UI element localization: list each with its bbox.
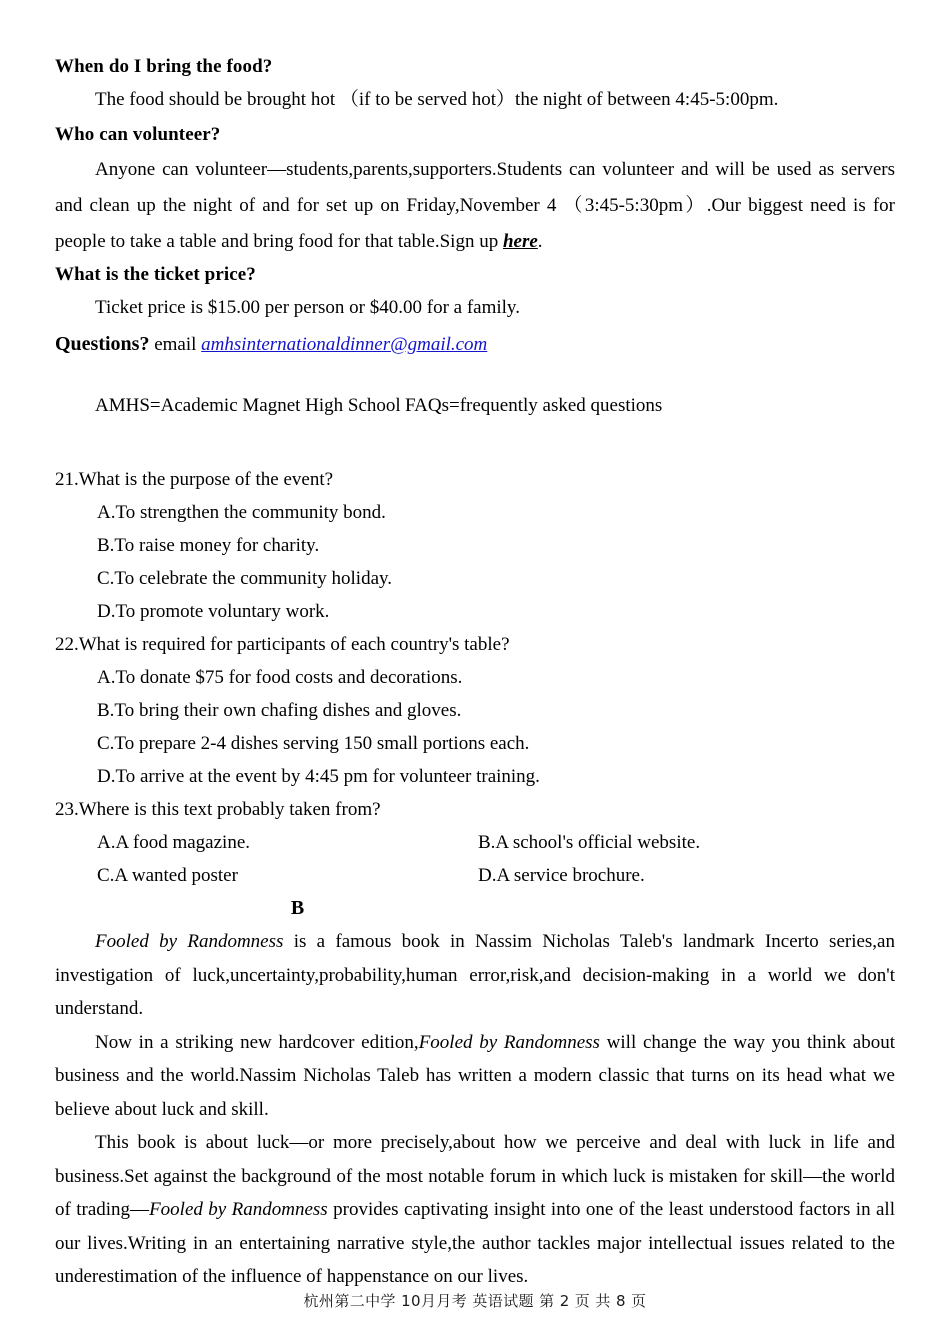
faq-answer-who-can-volunteer xyxy=(55,152,895,260)
passage-paragraph-2 xyxy=(55,1026,895,1127)
faq-heading-who-can-volunteer: Who can volunteer? xyxy=(55,124,221,145)
question-22-option-d[interactable]: D.To arrive at the event by 4:45 pm for volunteer training. xyxy=(97,766,540,787)
book-title-italic-1: Fooled by Randomness xyxy=(95,931,284,952)
faq-heading-ticket-price: What is the ticket price? xyxy=(55,264,256,285)
question-22-option-a[interactable]: A.To donate $75 for food costs and decorations. xyxy=(97,667,463,688)
abbreviation-note xyxy=(55,391,895,421)
faq-answer-when-bring-food: The food should be brought hot （if to be served hot）the night of between 4:45-5:00pm. xyxy=(95,89,779,110)
question-21-stem: 21.What is the purpose of the event? xyxy=(55,469,334,490)
question-23 xyxy=(55,793,895,892)
question-21 xyxy=(55,463,895,628)
question-21-option-d[interactable]: D.To promote voluntary work. xyxy=(97,601,330,622)
question-23-option-a[interactable]: A.A food magazine. xyxy=(97,832,251,853)
faq-answer-ticket-price: Ticket price is $15.00 per person or $40.00 for a family. xyxy=(95,297,520,318)
question-22-stem: 22.What is required for participants of each country's table? xyxy=(55,634,510,655)
question-23-options-row-1 xyxy=(55,826,895,859)
question-23-options-row-2 xyxy=(55,859,895,892)
book-title-italic-2: Fooled by Randomness xyxy=(418,1031,600,1053)
passage-p2-lead: Now in a striking new hardcover edition, xyxy=(95,1031,419,1053)
question-23-option-d[interactable]: D.A service brochure. xyxy=(478,865,645,886)
question-21-option-a[interactable]: A.To strengthen the community bond. xyxy=(97,502,386,523)
question-21-option-b[interactable]: B.To raise money for charity. xyxy=(97,535,320,556)
questions-label: Questions? xyxy=(55,333,150,355)
question-list xyxy=(55,463,895,892)
section-letter-b: B xyxy=(290,897,305,919)
passage-p3-lead: This book is about luck—or more precisely,about how we perceive and deal with luck in life and business.Set against the background of the most notable forum in which luck is mistaken for skill—the world of trading— xyxy=(55,1132,895,1220)
book-title-italic-3: Fooled by Randomness xyxy=(149,1199,328,1220)
question-22-option-c[interactable]: C.To prepare 2-4 dishes serving 150 small portions each. xyxy=(97,733,530,754)
passage-p1-text: is a famous book in Nassim Nicholas Taleb's landmark Incerto series,an investigation of luck,uncertainty,probability,human error,risk,and decision-making in a world we don't understand. xyxy=(55,931,895,1019)
sign-up-here-link[interactable]: here xyxy=(502,231,538,252)
questions-contact-line xyxy=(55,328,895,361)
question-23-option-c[interactable]: C.A wanted poster xyxy=(97,865,238,886)
questions-email-lead: email xyxy=(149,334,202,355)
passage-p2-text: will change the way you think about business and the world.Nassim Nicholas Taleb has written a modern classic that turns on its head what we believe about luck and skill. xyxy=(55,1031,895,1120)
question-21-option-c[interactable]: C.To celebrate the community holiday. xyxy=(97,568,393,589)
passage-paragraph-3 xyxy=(55,1126,895,1294)
faq-heading-when-bring-food: When do I bring the food? xyxy=(55,56,273,77)
question-22-option-b[interactable]: B.To bring their own chafing dishes and gloves. xyxy=(97,700,462,721)
volunteer-text-part1: Anyone can volunteer—students,parents,supporters.Students can volunteer and will be used as servers and clean up the night of and for set up on Friday,November 4 （3:45-5:30pm）.Our biggest need is for people to take a table and bring food for that table.Sign up xyxy=(55,159,895,252)
page-footer: 杭州第二中学 10月月考 英语试题 第 2 页 共 8 页 xyxy=(303,1292,647,1310)
question-23-stem: 23.Where is this text probably taken from? xyxy=(55,799,381,820)
contact-email-link[interactable]: amhsinternationaldinner@gmail.com xyxy=(201,334,488,355)
question-22 xyxy=(55,628,895,793)
passage-p3-text: provides captivating insight into one of the least understood factors in all our lives.Writing in an entertaining narrative style,the author tackles major intellectual issues related to the underestimation of the influence of happenstance on our lives. xyxy=(55,1199,895,1287)
abbr-faqs: FAQs=frequently asked questions xyxy=(405,395,663,416)
volunteer-text-part2: . xyxy=(537,231,543,252)
question-23-option-b[interactable]: B.A school's official website. xyxy=(478,832,701,853)
page-content xyxy=(55,52,895,1294)
passage-paragraph-1 xyxy=(55,925,895,1026)
abbr-amhs: AMHS=Academic Magnet High School xyxy=(95,395,401,416)
